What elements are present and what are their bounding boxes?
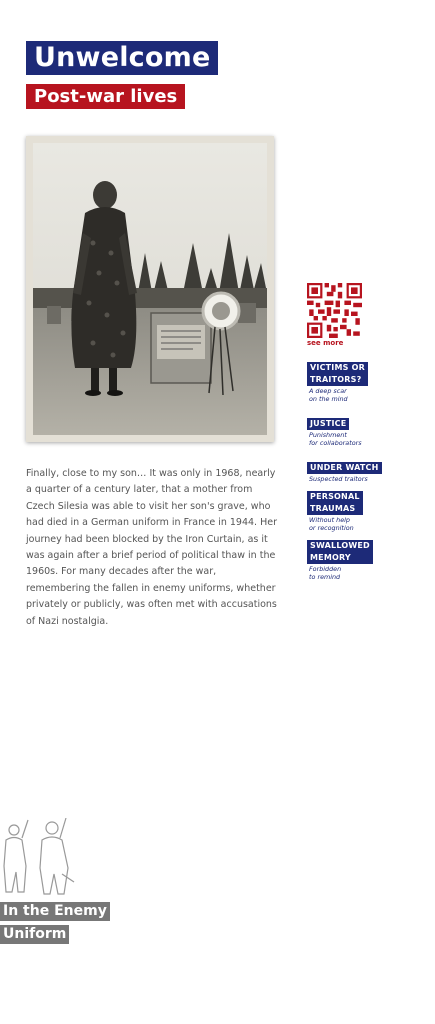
- see-more-link[interactable]: see more: [307, 339, 344, 347]
- nav-item-swallowed-memory[interactable]: [307, 540, 427, 581]
- nav-item-justice[interactable]: [307, 411, 427, 447]
- nav-item-label: VICTIMS OR TRAITORS?: [307, 362, 368, 386]
- exhibition-logo: [0, 900, 110, 946]
- nav-item-subtitle: Without help or recognition: [309, 516, 354, 532]
- nav-item-label: UNDER WATCH: [307, 462, 382, 474]
- photo-caption: Finally, close to my son… It was only in 1968, nearly a quarter of a century later, that a mother from Czech Silesia was able to visit her son's grave, who had died in a German uniform in France in 1944. Her journey had been blocked by the Iron Curtain, as it was again after a brief period of political thaw in the 1960s. For many decades after the war, remembering the fallen in enemy uniforms, whether privately or publicly, was often met with accusations of Nazi nostalgia.: [26, 468, 277, 627]
- topic-nav: [307, 362, 427, 589]
- logo-line-2: Uniform: [0, 925, 69, 944]
- nav-item-subtitle: Suspected traitors: [309, 475, 368, 483]
- soldiers-silhouette-icon: [0, 818, 80, 900]
- logo-line-1: In the Enemy: [0, 902, 110, 921]
- nav-item-victims-or-traitors[interactable]: [307, 362, 427, 403]
- nav-item-subtitle: A deep scar on the mind: [309, 387, 348, 403]
- nav-item-label: PERSONAL TRAUMAS: [307, 491, 363, 515]
- nav-item-under-watch[interactable]: [307, 455, 427, 483]
- nav-item-label: SWALLOWED MEMORY: [307, 540, 373, 564]
- archival-photo: [26, 136, 274, 442]
- nav-item-subtitle: Punishment for collaborators: [309, 431, 362, 447]
- nav-item-personal-traumas[interactable]: [307, 491, 427, 532]
- woman-at-grave-photo-icon: [33, 143, 267, 435]
- nav-item-subtitle: Forbidden to remind: [309, 565, 342, 581]
- nav-item-label: JUSTICE: [307, 418, 349, 430]
- page-title: Unwelcome: [26, 41, 218, 75]
- qr-code-icon[interactable]: [307, 283, 362, 338]
- page-subtitle: Post-war lives: [26, 84, 185, 109]
